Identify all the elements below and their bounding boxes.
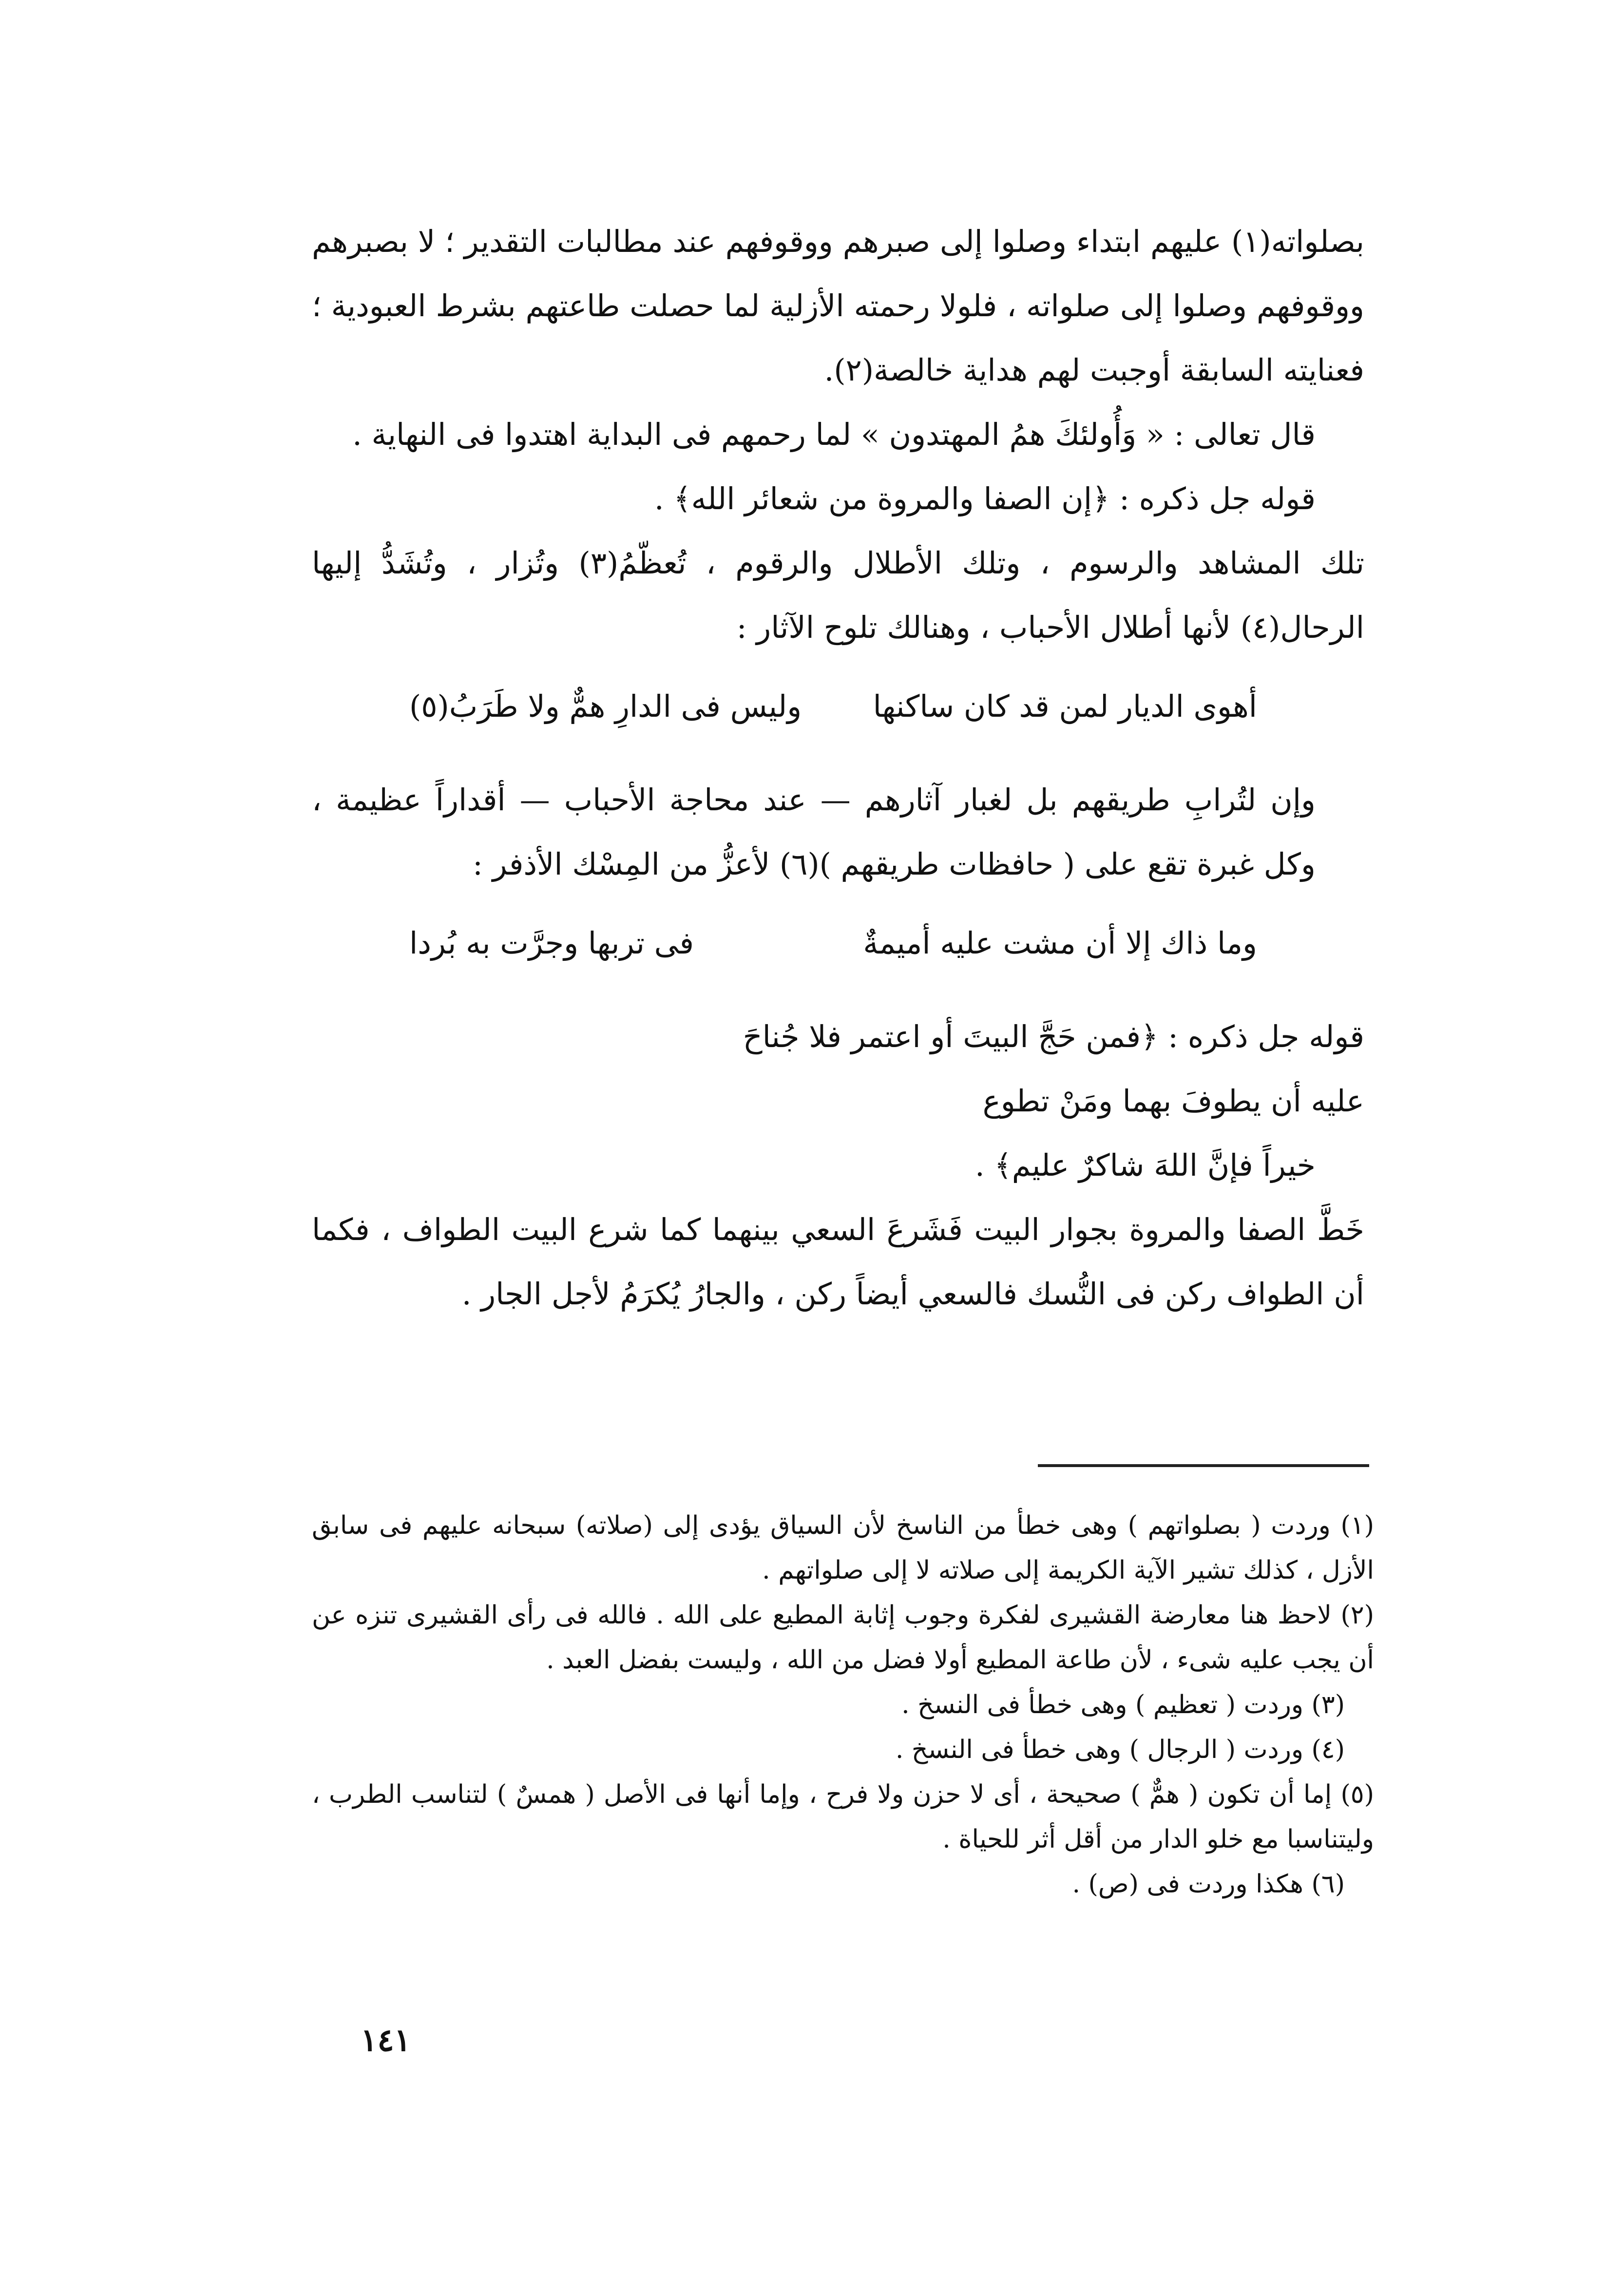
- verse-1: [409, 674, 1257, 739]
- footnote-4: (٤) وردت ( الرجال ) وهى خطأ فى النسخ .: [895, 1735, 1345, 1764]
- footnote-1: (١) وردت ( بصلواتهم ) وهى خطأ من الناسخ لأن السياق يؤدى إلى (صلاته) سبحانه عليهم فى سابق الأزل ، كذلك تشير الآية الكريمة إلى صلاته لا إلى صلواتهم .: [312, 1511, 1374, 1585]
- verse-2-second-hemistich: فى تربها وجرَّت به بُردا: [409, 925, 694, 961]
- footnote-6: (٦) هكذا وردت فى (ص) .: [1072, 1870, 1345, 1899]
- verse-1-first-hemistich: أهوى الديار لمن قد كان ساكنها: [873, 688, 1257, 724]
- paragraph-1: بصلواته(١) عليهم ابتداء وصلوا إلى صبرهم ووقوفهم عند مطالبات التقدير ؛ لا بصبرهم ووقوفهم وصلوا إلى صلواته ، فلولا رحمته الأزلية لما حصلت طاعتهم بشرط العبودية ؛ فعنايته السابقة أوجبت لهم هداية خالصة(٢).: [312, 224, 1364, 388]
- footnotes: [312, 1503, 1374, 1907]
- main-text: [312, 210, 1364, 1326]
- footnote-separator: [1038, 1464, 1369, 1467]
- verse-1-second-hemistich: وليس فى الدارِ همٌّ ولا طَرَبُ(٥): [409, 688, 802, 724]
- quran-quote-line-3: خيراً فإنَّ اللهَ شاكرٌ عليم﴾ .: [974, 1147, 1316, 1183]
- paragraph-5: وإن لتُرابِ طريقهم بل لغبار آثارهم — عند محاجة الأحباب — أقداراً عظيمة ، وكل غبرة تقع على ( حافظات طريقهم )(٦) لأعزُّ من المِسْك الأذفر :: [312, 782, 1316, 882]
- footnote-5: (٥) إما أن تكون ( همٌّ ) صحيحة ، أى لا حزن ولا فرح ، وإما أنها فى الأصل ( همسٌ ) لتناسب الطرب ، وليتناسبا مع خلو الدار من أقل أثر للحياة .: [312, 1780, 1374, 1854]
- paragraph-3: قوله جل ذكره : ﴿إن الصفا والمروة من شعائر الله﴾ .: [654, 481, 1316, 516]
- paragraph-4: تلك المشاهد والرسوم ، وتلك الأطلال والرقوم ، تُعظّمُ(٣) وتُزار ، وتُشَدُّ إليها الرحال(٤) لأنها أطلال الأحباب ، وهنالك تلوح الآثار :: [312, 545, 1364, 645]
- footnote-2: (٢) لاحظ هنا معارضة القشيرى لفكرة وجوب إثابة المطيع على الله . فالله فى رأى القشيرى تنزه عن أن يجب عليه شىء ، لأن طاعة المطيع أولا فضل من الله ، وليست بفضل العبد .: [312, 1601, 1374, 1675]
- page-number: ١٤١: [361, 2022, 411, 2059]
- paragraph-2: قال تعالى : « وَأُولئكَ همُ المهتدون » لما رحمهم فى البداية اهتدوا فى النهاية .: [352, 417, 1316, 452]
- quran-quote-line-2: عليه أن يطوفَ بهما ومَنْ تطوع: [982, 1083, 1364, 1119]
- paragraph-7: خَطَّ الصفا والمروة بجوار البيت فَشَرعَ السعي بينهما كما شرع البيت الطواف ، فكما أن الطواف ركن فى النُّسك فالسعي أيضاً ركن ، والجارُ يُكرَمُ لأجل الجار .: [312, 1212, 1364, 1312]
- footnote-3: (٣) وردت ( تعظيم ) وهى خطأ فى النسخ .: [901, 1690, 1345, 1719]
- quran-quote-line-1: قوله جل ذكره : ﴿فمن حَجَّ البيتَ أو اعتمر فلا جُناحَ: [743, 1019, 1364, 1054]
- verse-2: [409, 911, 1257, 975]
- verse-2-first-hemistich: وما ذاك إلا أن مشت عليه أميمةٌ: [863, 925, 1257, 961]
